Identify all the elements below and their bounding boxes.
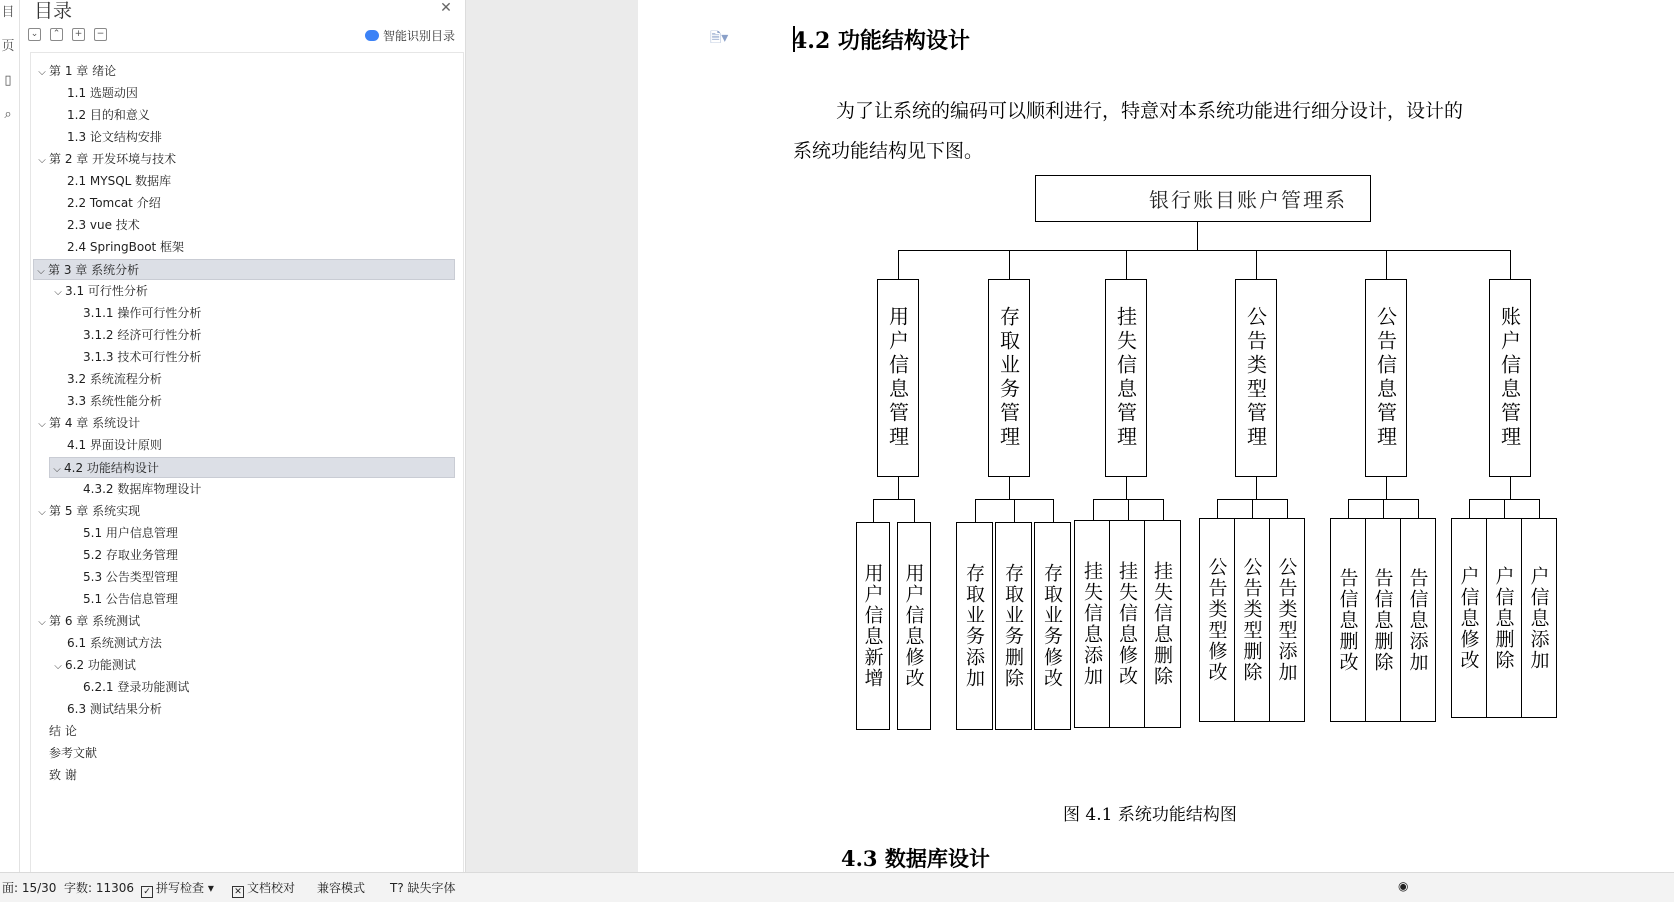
chevron-down-icon[interactable]: ⌵ [38,617,46,628]
toc-item-label: 5.3 公告类型管理 [83,570,178,584]
connector-line [1539,499,1540,518]
diagram-module-label: 公告类型管理 [1243,306,1268,450]
diagram-module-box [1105,279,1147,477]
toc-item[interactable] [51,633,162,654]
diagram-child-box [1330,518,1366,722]
connector-line [1383,499,1384,518]
diagram-child-box [1199,518,1235,722]
diagram-child-box [1400,518,1436,722]
diagram-child-label: 告信息删除 [1371,567,1394,673]
chevron-down-icon[interactable]: ⌵ [37,266,45,277]
connector-line [1093,499,1163,500]
connector-line [1504,499,1505,518]
toc-item[interactable] [35,149,176,170]
diagram-module-label: 存取业务管理 [996,306,1021,450]
toc-item-label: 致 谢 [49,768,77,782]
connector-line [1418,499,1419,518]
remove-heading-icon[interactable]: − [94,28,107,41]
toc-item-label: 结 论 [49,724,77,738]
diagram-module-label: 用户信息管理 [885,306,910,450]
toc-item[interactable] [35,501,140,522]
diagram-child-label: 告信息添加 [1406,567,1429,673]
diagram-child-label: 存取业务修改 [1041,563,1063,689]
diagram-child-label: 公告类型修改 [1205,557,1228,683]
toc-item[interactable] [51,699,162,720]
toc-item[interactable] [35,765,77,786]
chevron-down-icon[interactable]: ⌵ [38,67,46,78]
doc-proofread-label: 文档校对 [247,881,296,895]
chat-bubble-icon [365,30,379,41]
toc-item-label: 5.1 用户信息管理 [83,526,178,540]
diagram-child-label: 户信息修改 [1457,565,1480,671]
collapse-all-icon[interactable]: ⌄ [28,28,41,41]
diagram-child-box [1234,518,1270,722]
diagram-child-box [1144,520,1181,728]
connector-line [1217,499,1218,518]
diagram-module-label: 挂失信息管理 [1113,306,1138,450]
diagram-child-box [956,522,993,730]
toc-item[interactable] [67,303,201,324]
word-count[interactable]: 字数: 11306 [64,881,135,895]
diagram-root-label: 银行账目账户管理系 [1149,188,1347,212]
connector-line [1009,477,1010,499]
toc-item-label: 第 2 章 开发环境与技术 [49,152,177,166]
connector-line [975,499,976,522]
connector-line [1256,250,1257,279]
connector-line [1386,477,1387,499]
left-rail [0,0,20,872]
toc-item[interactable] [51,281,148,302]
toc-item-label: 第 4 章 系统设计 [49,416,141,430]
toc-item-label: 3.1.2 经济可行性分析 [83,328,202,342]
diagram-child-label: 公告类型删除 [1240,557,1263,683]
connector-line [1163,499,1164,520]
toc-item-label: 参考文献 [49,746,98,760]
diagram-child-label: 存取业务添加 [963,563,985,689]
diagram-child-label: 用户信息修改 [902,563,925,689]
connector-line [1126,477,1127,499]
toc-item-label: 6.3 测试结果分析 [67,702,162,716]
toc-item-label: 6.2.1 登录功能测试 [83,680,190,694]
eye-icon[interactable]: ◉ [1398,879,1409,893]
toc-item[interactable] [67,325,201,346]
connector-line [898,250,899,279]
connector-line [1348,499,1418,500]
toc-item-label: 6.2 功能测试 [65,658,136,672]
connector-line [1009,250,1010,279]
page-indicator[interactable]: 面: 15/30 [2,881,57,895]
toc-item[interactable] [35,721,77,742]
diagram-child-box [856,522,890,730]
toc-item[interactable] [67,479,201,500]
diagram-child-box [1451,518,1487,718]
diagram-module-box [1489,279,1531,477]
connector-line [1287,499,1288,518]
toc-item-label: 2.1 MYSQL 数据库 [67,174,172,188]
connector-line [1386,250,1387,279]
missing-fonts-label: 缺失字体 [407,881,456,895]
connector-line [898,477,899,499]
diagram-child-label: 用户信息新增 [861,563,884,689]
toc-item-label: 第 3 章 系统分析 [48,263,140,277]
toc-item-label: 3.1.3 技术可行性分析 [83,350,202,364]
toc-item[interactable] [49,457,455,478]
connector-line [1053,499,1054,522]
toc-item[interactable] [51,655,136,676]
section-heading-4-3: 4.3 数据库设计 [841,846,990,871]
toc-item[interactable] [35,413,140,434]
toc-item[interactable] [51,83,138,104]
status-bar [0,872,1674,902]
toc-item-label: 2.4 SpringBoot 框架 [67,240,185,254]
toc-item-label: 3.3 系统性能分析 [67,394,162,408]
pages-rail-icon[interactable]: 页 [1,39,15,54]
toc-item-label: 5.2 存取业务管理 [83,548,178,562]
toc-item-label: 6.1 系统测试方法 [67,636,162,650]
toc-item[interactable] [35,743,97,764]
toc-item-label: 3.2 系统流程分析 [67,372,162,386]
diagram-module-box [1235,279,1277,477]
chevron-down-icon[interactable]: ⌵ [38,419,46,430]
toc-item-label: 4.2 功能结构设计 [64,461,159,475]
toc-item-label: 1.2 目的和意义 [67,108,150,122]
toc-item[interactable] [67,567,178,588]
connector-line [1252,499,1253,518]
connector-line [914,499,915,522]
diagram-module-label: 公告信息管理 [1373,306,1398,450]
toc-item[interactable] [51,237,184,258]
diagram-root-box [1035,175,1371,222]
diagram-module-box [988,279,1030,477]
connector-line [1126,250,1127,279]
toc-item-label: 2.2 Tomcat 介绍 [67,196,161,210]
diagram-child-label: 存取业务删除 [1002,563,1024,689]
toc-item[interactable] [51,215,140,236]
smart-toc-label: 智能识别目录 [383,28,456,43]
connector-line [1197,222,1198,250]
diagram-child-box [1034,522,1071,730]
diagram-child-box [1486,518,1522,718]
connector-line [1469,499,1539,500]
section-heading-4-2: 4.2 功能结构设计 [792,28,970,54]
connector-line [975,499,1053,500]
toc-item[interactable] [51,193,161,214]
add-heading-icon[interactable]: + [72,28,85,41]
function-structure-diagram [638,0,1674,872]
diagram-child-label: 户信息添加 [1527,565,1550,671]
diagram-child-box [1109,520,1146,728]
connector-line [1217,499,1287,500]
chevron-down-icon[interactable]: ⌵ [38,155,46,166]
proofread-icon: ✕ [232,886,244,898]
toc-item[interactable] [51,435,162,456]
paragraph-line-2: 系统功能结构见下图。 [793,140,984,162]
toc-list [30,52,464,872]
toc-item[interactable] [67,677,189,698]
font-warning-icon: T? [390,881,404,895]
toc-rail-icon[interactable]: 目 [1,5,15,20]
diagram-module-label: 账户信息管理 [1497,306,1522,450]
chevron-down-icon[interactable]: ⌵ [54,661,62,672]
search-rail-icon[interactable]: ⌕ [4,107,12,122]
diagram-child-box [1521,518,1557,718]
spell-check-label: 拼写检查 [156,881,205,895]
close-icon[interactable]: ✕ [440,0,452,16]
diagram-child-box [1365,518,1401,722]
figure-caption: 图 4.1 系统功能结构图 [1063,805,1237,825]
connector-line [898,250,1510,251]
document-page[interactable] [638,0,1674,872]
diagram-child-label: 挂失信息添加 [1081,561,1103,687]
toc-item[interactable] [51,369,162,390]
toc-item[interactable] [51,391,162,412]
toc-item-label: 3.1 可行性分析 [65,284,148,298]
diagram-child-label: 户信息删除 [1492,565,1515,671]
chevron-down-icon[interactable]: ⌵ [38,507,46,518]
diagram-module-box [877,279,919,477]
toc-item-label: 2.3 vue 技术 [67,218,140,232]
toc-item[interactable] [51,105,150,126]
toc-item-label: 5.1 公告信息管理 [83,592,178,606]
chevron-down-icon[interactable]: ⌵ [54,287,62,298]
connector-line [1093,499,1094,520]
smart-toc-button[interactable] [365,27,455,43]
connector-line [873,499,914,500]
toc-item[interactable] [35,611,140,632]
diagram-child-box [1074,520,1111,728]
connector-line [1510,250,1511,279]
spell-check-button[interactable]: ✓ 拼写检查 ▾ [141,879,214,898]
toc-item[interactable] [35,61,116,82]
toc-title: 目录 [34,0,73,22]
connector-line [1014,499,1015,522]
toc-item-label: 第 1 章 绪论 [49,64,117,78]
toc-item[interactable] [67,589,178,610]
toc-item-label: 3.1.1 操作可行性分析 [83,306,202,320]
toc-item[interactable] [51,171,171,192]
connector-line [873,499,874,522]
toc-item[interactable] [67,347,201,368]
toc-item-label: 4.3.2 数据库物理设计 [83,482,202,496]
bookmark-rail-icon[interactable]: ▯ [4,73,12,88]
diagram-child-label: 挂失信息删除 [1151,561,1173,687]
missing-fonts-button[interactable] [390,879,456,896]
page-gutter [466,0,638,872]
toc-item[interactable] [67,523,178,544]
chevron-down-icon[interactable]: ⌵ [53,464,61,475]
connector-line [1469,499,1470,518]
check-icon: ✓ [141,886,153,898]
doc-proofread-button[interactable] [232,879,295,898]
diagram-child-label: 挂失信息修改 [1116,561,1138,687]
toc-item-label: 1.1 选题动因 [67,86,138,100]
connector-line [1256,477,1257,499]
diagram-module-box [1365,279,1407,477]
paragraph-menu-icon[interactable]: 🗎▾ [710,30,729,46]
toc-item-label: 1.3 论文结构安排 [67,130,162,144]
toc-item[interactable] [33,259,455,280]
diagram-child-box [897,522,931,730]
connector-line [1510,477,1511,499]
toc-item-label: 第 6 章 系统测试 [49,614,141,628]
connector-line [1348,499,1349,518]
toc-panel [22,0,466,872]
diagram-child-label: 告信息删改 [1336,567,1359,673]
diagram-child-box [995,522,1032,730]
connector-line [1128,499,1129,520]
diagram-child-box [1269,518,1305,722]
toc-item[interactable] [67,545,178,566]
paragraph-line-1: 为了让系统的编码可以顺利进行，特意对本系统功能进行细分设计，设计的 [836,100,1464,122]
expand-up-icon[interactable]: ⌃ [50,28,63,41]
compat-mode[interactable]: 兼容模式 [317,881,366,895]
toc-item[interactable] [51,127,162,148]
toc-item-label: 4.1 界面设计原则 [67,438,162,452]
toc-item-label: 第 5 章 系统实现 [49,504,141,518]
diagram-child-label: 公告类型添加 [1275,557,1298,683]
